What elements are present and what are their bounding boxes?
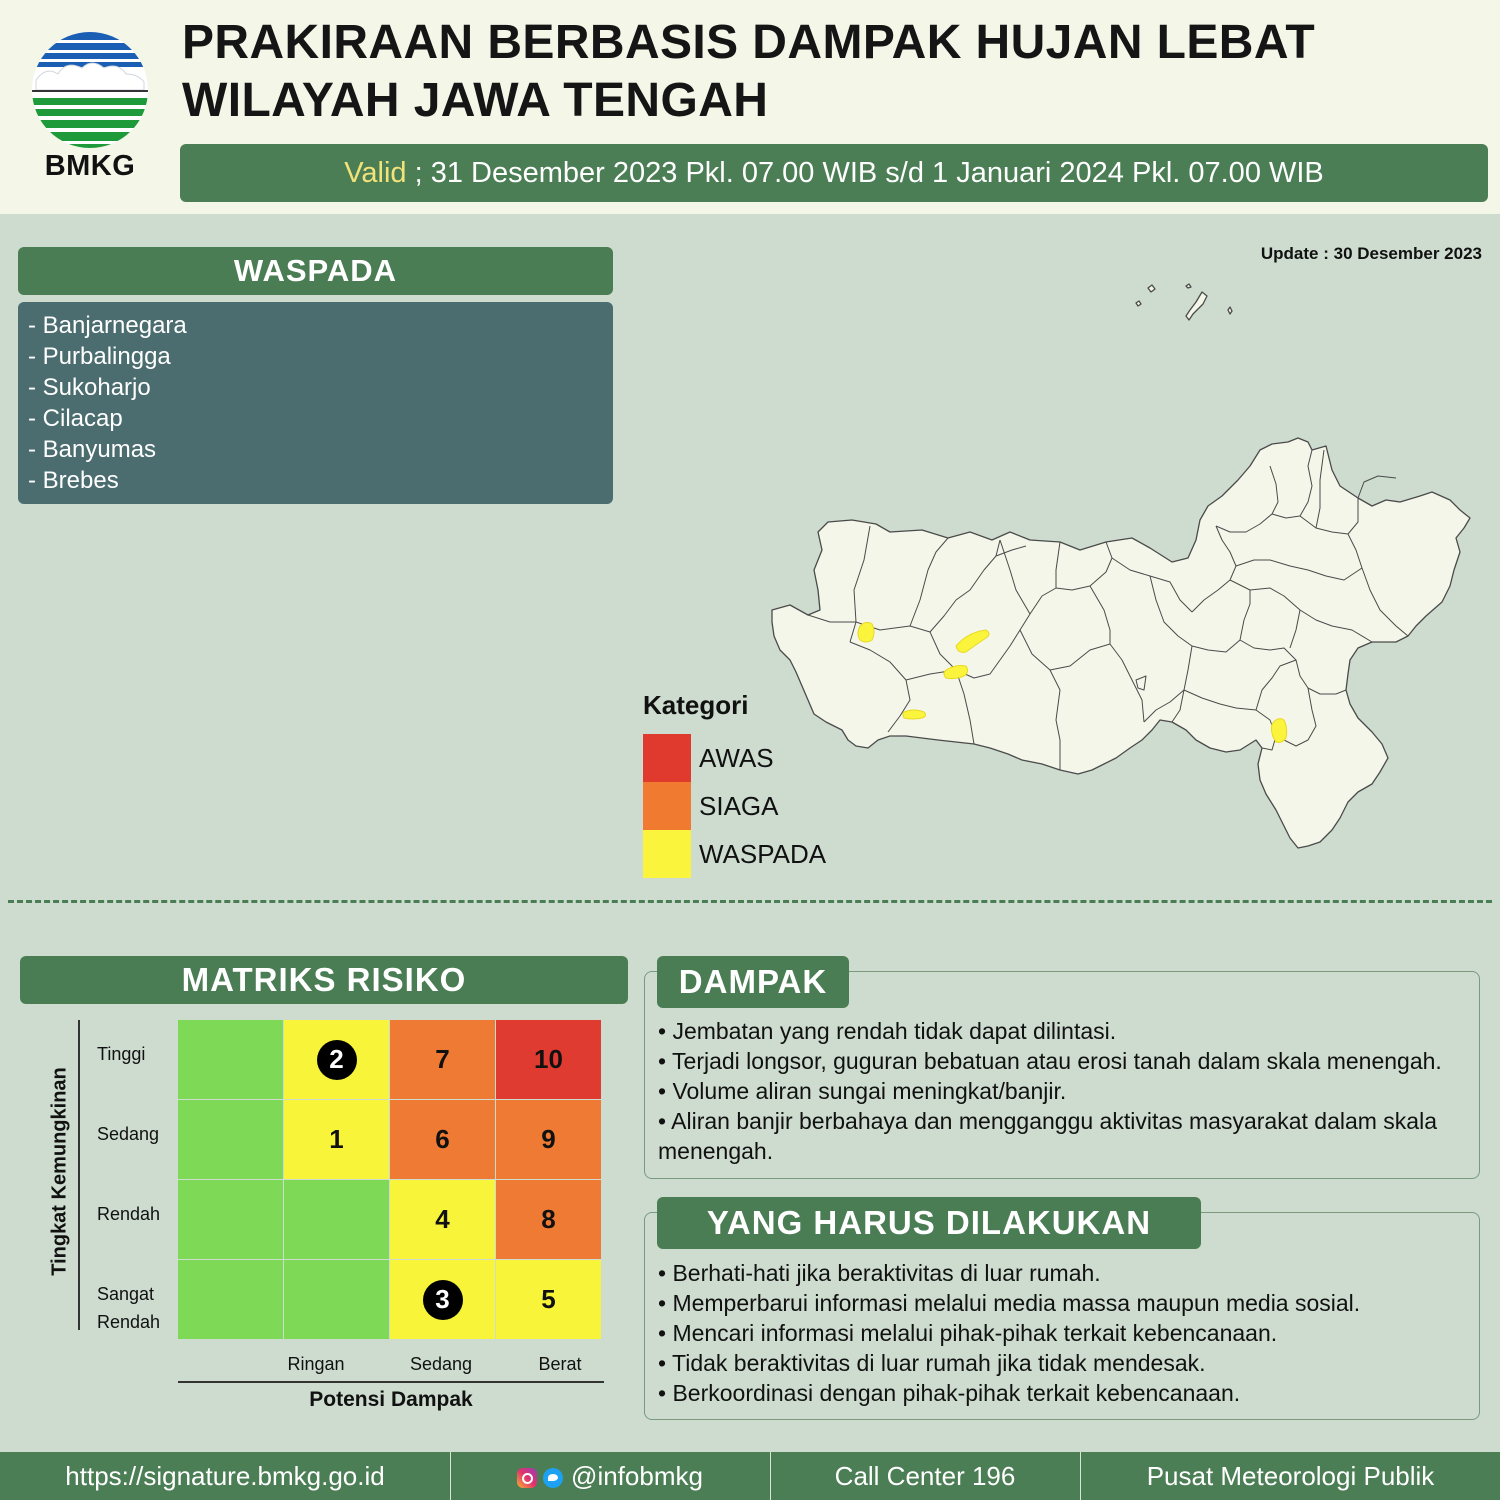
matrix-cell: 9 bbox=[496, 1100, 601, 1179]
update-date: Update : 30 Desember 2023 bbox=[1260, 244, 1482, 263]
matrix-cell: 6 bbox=[390, 1100, 495, 1179]
valid-period: ; 31 Desember 2023 Pkl. 07.00 WIB s/d 1 Januari 2024 Pkl. 07.00 WIB bbox=[406, 157, 1324, 189]
footer-social-link[interactable] bbox=[451, 1452, 769, 1500]
list-item: - Banyumas bbox=[28, 436, 157, 463]
matrix-cell bbox=[284, 1180, 389, 1259]
matrix-cell bbox=[284, 1020, 389, 1099]
x-label-berat: Berat bbox=[538, 1354, 582, 1374]
legend-label: WASPADA bbox=[699, 839, 827, 869]
list-item: • Tidak beraktivitas di luar rumah jika tidak mendesak. bbox=[658, 1350, 1206, 1376]
x-label-ringan: Ringan bbox=[287, 1354, 345, 1374]
y-label-tinggi: Tinggi bbox=[97, 1044, 146, 1064]
list-item: • Berkoordinasi dengan pihak-pihak terkait kebencanaan. bbox=[658, 1380, 1241, 1406]
matrix-y-axis bbox=[78, 1020, 80, 1330]
list-item: - Sukoharjo bbox=[28, 374, 151, 401]
matrix-y-title: Tingkat Kemungkinan bbox=[48, 1067, 71, 1276]
section-divider bbox=[8, 900, 1492, 903]
island bbox=[1186, 284, 1191, 288]
valid-label: Valid bbox=[344, 157, 407, 189]
matrix-cell: 4 bbox=[390, 1180, 495, 1259]
actions-heading: YANG HARUS DILAKUKAN bbox=[657, 1197, 1201, 1249]
list-item: • Jembatan yang rendah tidak dapat dilintasi. bbox=[658, 1018, 1117, 1044]
y-label-sangat-rendah: Rendah bbox=[97, 1312, 161, 1332]
footer-org: Pusat Meteorologi Publik bbox=[1146, 1461, 1435, 1491]
list-item: - Banjarnegara bbox=[28, 312, 187, 339]
legend-swatch-waspada bbox=[643, 830, 691, 878]
matrix-cell: 5 bbox=[496, 1260, 601, 1339]
risk-matrix-grid bbox=[178, 1020, 602, 1340]
waspada-area bbox=[903, 710, 926, 719]
title-line-1: PRAKIRAAN BERBASIS DAMPAK HUJAN LEBAT bbox=[182, 16, 1316, 69]
footer bbox=[0, 1452, 1500, 1500]
island bbox=[1148, 285, 1155, 292]
legend-title: Kategori bbox=[643, 690, 749, 720]
waspada-region-list bbox=[18, 302, 613, 504]
y-label-sedang: Sedang bbox=[97, 1124, 160, 1144]
matrix-cell bbox=[178, 1020, 283, 1099]
list-item: • Terjadi longsor, guguran bebatuan atau erosi tanah dalam skala menengah. bbox=[658, 1048, 1442, 1074]
matrix-heading: MATRIKS RISIKO bbox=[20, 956, 628, 1004]
legend-label: SIAGA bbox=[699, 791, 779, 821]
actions-list bbox=[658, 1258, 1474, 1408]
list-item: - Cilacap bbox=[28, 405, 123, 432]
legend-label: AWAS bbox=[699, 743, 774, 773]
matrix-cell bbox=[178, 1260, 283, 1339]
matrix-x-axis bbox=[178, 1381, 604, 1383]
list-item: • Aliran banjir berbahaya dan mengganggu aktivitas masyarakat dalam skala menengah. bbox=[658, 1108, 1438, 1164]
dampak-list bbox=[658, 1016, 1474, 1166]
matrix-cell: 10 bbox=[496, 1020, 601, 1099]
island bbox=[1186, 292, 1207, 320]
validity-bar bbox=[180, 144, 1488, 202]
matrix-cell-marker: 3 bbox=[423, 1280, 463, 1320]
legend-swatch-awas bbox=[643, 734, 691, 782]
legend-item-awas bbox=[643, 734, 903, 782]
waspada-heading: WASPADA bbox=[18, 247, 613, 295]
legend-swatch-siaga bbox=[643, 782, 691, 830]
x-label-sedang: Sedang bbox=[409, 1354, 473, 1374]
matrix-cell bbox=[178, 1180, 283, 1259]
list-item: • Memperbarui informasi melalui media massa maupun media sosial. bbox=[658, 1290, 1361, 1316]
list-item: • Berhati-hati jika beraktivitas di luar rumah. bbox=[658, 1260, 1101, 1286]
list-item: - Brebes bbox=[28, 467, 119, 494]
y-label-sangat: Sangat bbox=[97, 1284, 155, 1304]
social-handle: @infobmkg bbox=[571, 1461, 703, 1491]
bmkg-logo bbox=[28, 28, 152, 188]
matrix-cell: 8 bbox=[496, 1180, 601, 1259]
page-title bbox=[182, 14, 1315, 130]
instagram-icon bbox=[517, 1468, 537, 1488]
header bbox=[0, 0, 1500, 214]
list-item: • Volume aliran sungai meningkat/banjir. bbox=[658, 1078, 1067, 1104]
matrix-cell bbox=[390, 1260, 495, 1339]
matrix-cell: 7 bbox=[390, 1020, 495, 1099]
twitter-icon bbox=[543, 1468, 563, 1488]
legend-item-waspada bbox=[643, 830, 903, 878]
island bbox=[1228, 307, 1232, 314]
logo-text: BMKG bbox=[44, 150, 136, 182]
matrix-cell: 1 bbox=[284, 1100, 389, 1179]
bmkg-logo-icon bbox=[28, 28, 152, 152]
regency-boundary bbox=[1358, 476, 1396, 498]
legend-item-siaga bbox=[643, 782, 903, 830]
island bbox=[1136, 301, 1141, 306]
title-line-2: WILAYAH JAWA TENGAH bbox=[182, 74, 769, 127]
waspada-area bbox=[1272, 719, 1287, 743]
waspada-area bbox=[858, 622, 874, 642]
dampak-heading: DAMPAK bbox=[657, 956, 849, 1008]
matrix-cell-marker: 2 bbox=[317, 1040, 357, 1080]
y-label-rendah: Rendah bbox=[97, 1204, 161, 1224]
list-item: • Mencari informasi melalui pihak-pihak terkait kebencanaan. bbox=[658, 1320, 1278, 1346]
matrix-cell bbox=[284, 1260, 389, 1339]
matrix-x-title: Potensi Dampak bbox=[309, 1388, 473, 1411]
footer-call-center: Call Center 196 bbox=[834, 1461, 1016, 1491]
matrix-cell bbox=[178, 1100, 283, 1179]
list-item: - Purbalingga bbox=[28, 343, 171, 370]
footer-url-link[interactable]: https://signature.bmkg.go.id bbox=[65, 1461, 385, 1491]
